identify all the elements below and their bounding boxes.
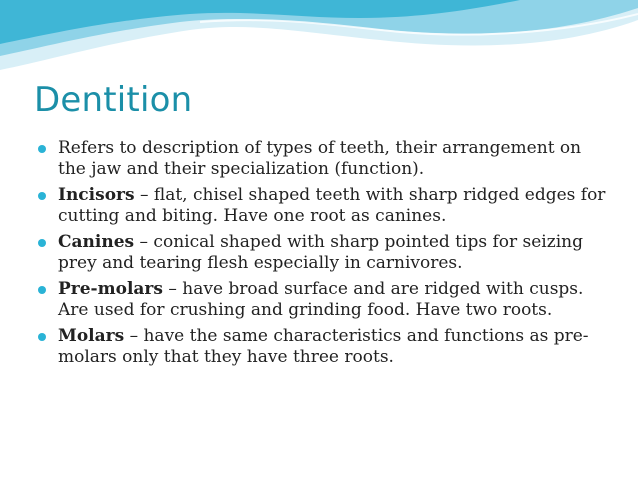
bullet-item-definition bbox=[38, 138, 613, 180]
bullet-text: – have broad surface and are ridged with cusps. Are used for crushing and grinding food. Have two roots. bbox=[58, 279, 584, 320]
slide-title: Dentition bbox=[34, 80, 193, 120]
bullet-text: – flat, chisel shaped teeth with sharp ridged edges for cutting and biting. Have one root as canines. bbox=[58, 185, 606, 226]
bullet-item-pre-molars bbox=[38, 279, 613, 321]
bullet-term: Incisors bbox=[58, 185, 135, 205]
bullet-item-molars bbox=[38, 326, 613, 368]
bullet-text: Refers to description of types of teeth, their arrangement on the jaw and their specialization (function). bbox=[58, 138, 582, 179]
header-wave-decoration bbox=[0, 0, 638, 80]
bullet-list bbox=[38, 138, 613, 373]
bullet-text: – have the same characteristics and functions as pre-molars only that they have three roots. bbox=[58, 326, 589, 367]
bullet-term: Molars bbox=[58, 326, 125, 346]
bullet-dot-icon bbox=[38, 286, 46, 294]
bullet-dot-icon bbox=[38, 145, 46, 153]
bullet-term: Canines bbox=[58, 232, 135, 252]
bullet-term: Pre-molars bbox=[58, 279, 163, 299]
bullet-text: – conical shaped with sharp pointed tips for seizing prey and tearing flesh especially in carnivores. bbox=[58, 232, 583, 273]
bullet-dot-icon bbox=[38, 333, 46, 341]
bullet-item-canines bbox=[38, 232, 613, 274]
bullet-dot-icon bbox=[38, 192, 46, 200]
bullet-item-incisors bbox=[38, 185, 613, 227]
bullet-dot-icon bbox=[38, 239, 46, 247]
